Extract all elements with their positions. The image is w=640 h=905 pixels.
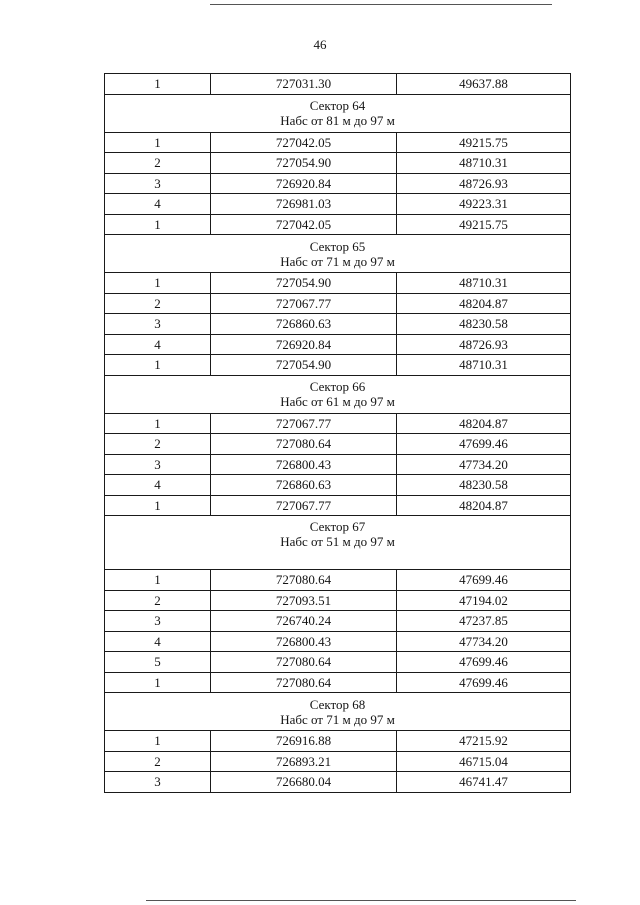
table-row [105, 194, 571, 215]
table-row [105, 355, 571, 376]
sector-header-row [105, 375, 571, 413]
x-coordinate-cell: 727067.77 [211, 413, 397, 434]
table-row [105, 751, 571, 772]
point-number-cell: 1 [105, 495, 211, 516]
sector-depth-range: Набс от 51 м до 97 м [280, 534, 395, 549]
y-coordinate-cell: 48204.87 [397, 413, 571, 434]
table-row [105, 434, 571, 455]
sector-title: Сектор 65 [309, 238, 366, 254]
x-coordinate-cell: 726860.63 [211, 475, 397, 496]
table-row [105, 273, 571, 294]
table-row [105, 590, 571, 611]
table-row [105, 454, 571, 475]
y-coordinate-cell: 47734.20 [397, 631, 571, 652]
y-coordinate-cell: 48726.93 [397, 334, 571, 355]
point-number-cell: 4 [105, 475, 211, 496]
sector-depth-range: Набс от 71 м до 97 м [280, 253, 395, 269]
point-number-cell: 1 [105, 214, 211, 235]
table-row [105, 314, 571, 335]
point-number-cell: 1 [105, 570, 211, 591]
table-row [105, 293, 571, 314]
table-row [105, 74, 571, 95]
point-number-cell: 4 [105, 334, 211, 355]
y-coordinate-cell: 48230.58 [397, 475, 571, 496]
table-row [105, 631, 571, 652]
sector-header-cell [105, 516, 571, 570]
x-coordinate-cell: 726680.04 [211, 772, 397, 793]
x-coordinate-cell: 727067.77 [211, 293, 397, 314]
table-row [105, 495, 571, 516]
scan-edge-top [210, 4, 552, 5]
table-row [105, 672, 571, 693]
table-row [105, 772, 571, 793]
sector-header-cell [105, 375, 571, 413]
y-coordinate-cell: 49637.88 [397, 74, 571, 95]
scan-edge-bottom [146, 900, 576, 901]
point-number-cell: 2 [105, 590, 211, 611]
y-coordinate-cell: 47699.46 [397, 570, 571, 591]
x-coordinate-cell: 726920.84 [211, 334, 397, 355]
point-number-cell: 1 [105, 731, 211, 752]
point-number-cell: 1 [105, 74, 211, 95]
y-coordinate-cell: 47237.85 [397, 611, 571, 632]
x-coordinate-cell: 726860.63 [211, 314, 397, 335]
y-coordinate-cell: 48710.31 [397, 355, 571, 376]
point-number-cell: 4 [105, 631, 211, 652]
y-coordinate-cell: 47215.92 [397, 731, 571, 752]
x-coordinate-cell: 726800.43 [211, 631, 397, 652]
y-coordinate-cell: 49223.31 [397, 194, 571, 215]
point-number-cell: 1 [105, 672, 211, 693]
point-number-cell: 3 [105, 772, 211, 793]
x-coordinate-cell: 727067.77 [211, 495, 397, 516]
point-number-cell: 1 [105, 273, 211, 294]
y-coordinate-cell: 48204.87 [397, 293, 571, 314]
coordinates-table-body [105, 74, 571, 793]
sector-header-row [105, 516, 571, 570]
point-number-cell: 1 [105, 355, 211, 376]
point-number-cell: 2 [105, 293, 211, 314]
y-coordinate-cell: 48204.87 [397, 495, 571, 516]
y-coordinate-cell: 46741.47 [397, 772, 571, 793]
x-coordinate-cell: 727054.90 [211, 153, 397, 174]
y-coordinate-cell: 49215.75 [397, 214, 571, 235]
y-coordinate-cell: 48710.31 [397, 153, 571, 174]
sector-header-cell [105, 235, 571, 273]
sector-depth-range: Набс от 61 м до 97 м [280, 394, 395, 409]
table-row [105, 214, 571, 235]
sector-title: Сектор 68 [309, 696, 366, 712]
sector-header-cell [105, 94, 571, 132]
y-coordinate-cell: 48726.93 [397, 173, 571, 194]
x-coordinate-cell: 727093.51 [211, 590, 397, 611]
table-row [105, 611, 571, 632]
point-number-cell: 3 [105, 314, 211, 335]
y-coordinate-cell: 47699.46 [397, 672, 571, 693]
sector-depth-range: Набс от 81 м до 97 м [280, 113, 395, 128]
point-number-cell: 4 [105, 194, 211, 215]
sector-header-row [105, 94, 571, 132]
y-coordinate-cell: 47194.02 [397, 590, 571, 611]
table-row [105, 652, 571, 673]
table-row [105, 132, 571, 153]
x-coordinate-cell: 726920.84 [211, 173, 397, 194]
sector-title: Сектор 64 [309, 98, 366, 113]
x-coordinate-cell: 727031.30 [211, 74, 397, 95]
sector-header-cell [105, 693, 571, 731]
table-row [105, 173, 571, 194]
x-coordinate-cell: 727054.90 [211, 355, 397, 376]
y-coordinate-cell: 46715.04 [397, 751, 571, 772]
sector-title: Сектор 66 [309, 379, 366, 394]
x-coordinate-cell: 726916.88 [211, 731, 397, 752]
point-number-cell: 1 [105, 413, 211, 434]
point-number-cell: 5 [105, 652, 211, 673]
table-row [105, 731, 571, 752]
point-number-cell: 2 [105, 434, 211, 455]
x-coordinate-cell: 726800.43 [211, 454, 397, 475]
point-number-cell: 3 [105, 611, 211, 632]
x-coordinate-cell: 727080.64 [211, 672, 397, 693]
x-coordinate-cell: 727054.90 [211, 273, 397, 294]
y-coordinate-cell: 47734.20 [397, 454, 571, 475]
table-row [105, 153, 571, 174]
y-coordinate-cell: 47699.46 [397, 652, 571, 673]
x-coordinate-cell: 726981.03 [211, 194, 397, 215]
y-coordinate-cell: 48230.58 [397, 314, 571, 335]
page-number: 46 [313, 37, 327, 52]
table-row [105, 334, 571, 355]
sector-title: Сектор 67 [309, 519, 366, 534]
x-coordinate-cell: 727080.64 [211, 570, 397, 591]
point-number-cell: 2 [105, 751, 211, 772]
table-row [105, 413, 571, 434]
y-coordinate-cell: 49215.75 [397, 132, 571, 153]
x-coordinate-cell: 726740.24 [211, 611, 397, 632]
sector-depth-range: Набс от 71 м до 97 м [280, 711, 395, 727]
x-coordinate-cell: 727042.05 [211, 214, 397, 235]
x-coordinate-cell: 727080.64 [211, 434, 397, 455]
table-row [105, 475, 571, 496]
x-coordinate-cell: 727042.05 [211, 132, 397, 153]
point-number-cell: 3 [105, 173, 211, 194]
x-coordinate-cell: 727080.64 [211, 652, 397, 673]
coordinates-table [104, 73, 571, 793]
y-coordinate-cell: 47699.46 [397, 434, 571, 455]
y-coordinate-cell: 48710.31 [397, 273, 571, 294]
sector-header-row [105, 235, 571, 273]
point-number-cell: 2 [105, 153, 211, 174]
point-number-cell: 1 [105, 132, 211, 153]
table-row [105, 570, 571, 591]
sector-header-row [105, 693, 571, 731]
point-number-cell: 3 [105, 454, 211, 475]
x-coordinate-cell: 726893.21 [211, 751, 397, 772]
